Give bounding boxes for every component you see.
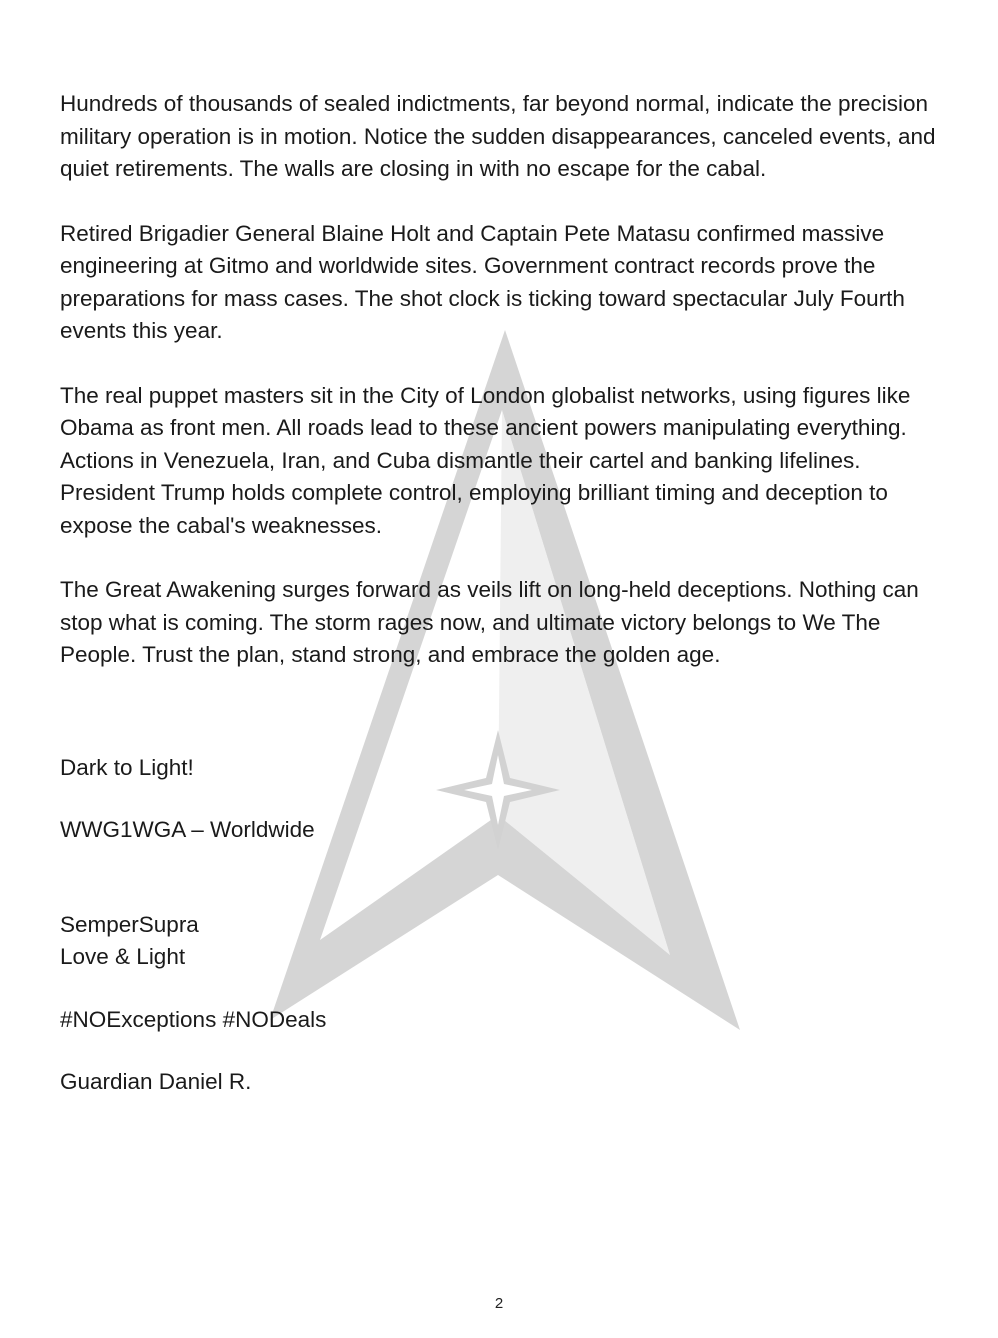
paragraph-great-awakening: The Great Awakening surges forward as veils lift on long-held deceptions. Nothing can stop what is coming. The storm rages now, and ultimate victory belongs to We The People. Trust the plan, stand strong, and embrace the golden age. (60, 577, 919, 667)
signoff-line: Love & Light (60, 944, 186, 969)
signoff-name: SemperSupra (60, 911, 199, 937)
page-number: 2 (494, 1295, 504, 1312)
paragraph-puppet-masters: The real puppet masters sit in the City of London globalist networks, using figures like Obama as front men. All roads lead to these ancient powers manipulating everything. Actions in Venezuela, Iran, and Cuba dismantle their cartel and banking lifelines. President Trump holds complete control, employing brilliant timing and deception to expose the cabal's weaknesses. (60, 382, 911, 538)
author-signature: Guardian Daniel R. (60, 1069, 252, 1094)
letter-body (60, 88, 940, 1099)
paragraph-gitmo: Retired Brigadier General Blaine Holt and Captain Pete Matasu confirmed massive engineering at Gitmo and worldwide sites. Government contract records prove the preparations for mass cases. The shot clock is ticking toward spectacular July Fourth events this year. (60, 220, 905, 343)
closing-line: Dark to Light! (60, 754, 194, 780)
hashtags-line: #NOExceptions #NODeals (60, 1006, 327, 1032)
slogan-line: WWG1WGA – Worldwide (60, 817, 315, 842)
paragraph-indictments: Hundreds of thousands of sealed indictments, far beyond normal, indicate the precision military operation is in motion. Notice the sudden disappearances, canceled events, and quiet retirements. The walls are closing in with no escape for the cabal. (60, 91, 936, 181)
